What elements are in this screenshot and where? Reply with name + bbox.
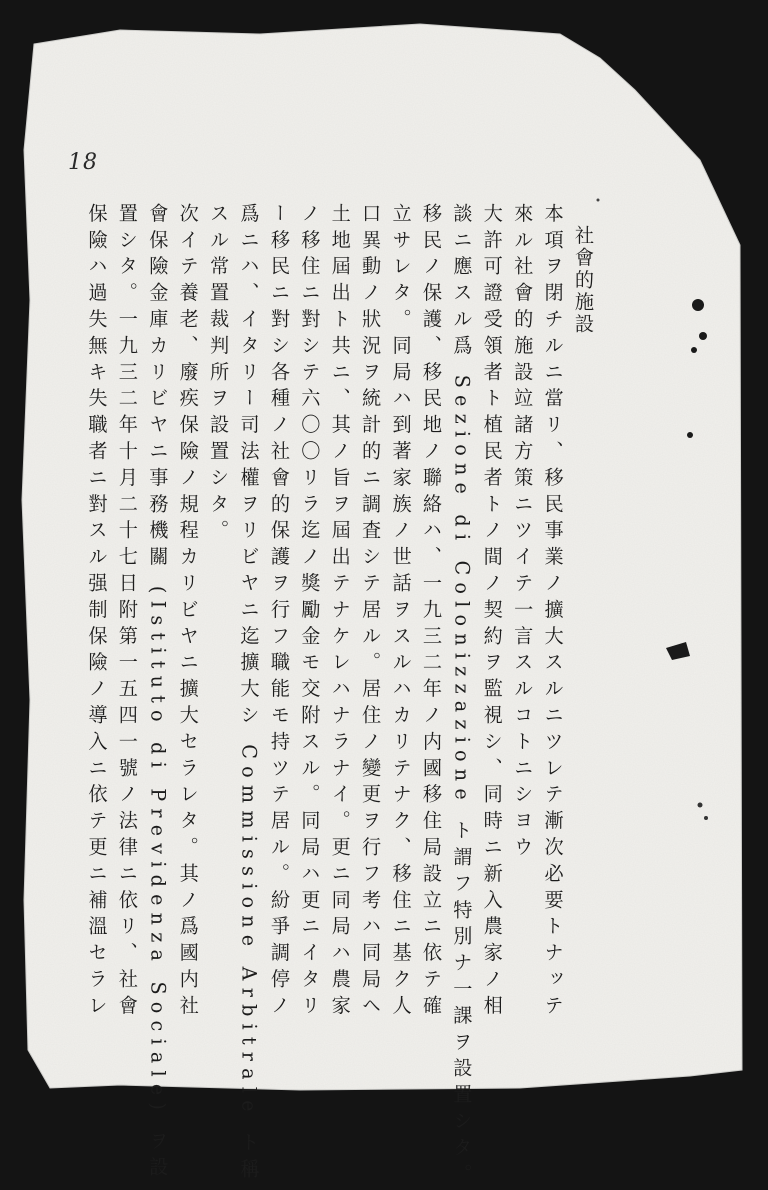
text-line: 談ニ應スル爲 Sezione di Colonizzazione ト謂フ特別ナ一課ヲ設置シタ。 — [450, 203, 474, 1190]
text-line: 會保險金庫カリビヤニ事務機關 (Istituto di Previdenza Sociale) ヲ設 — [146, 203, 170, 1184]
text-line: 移民ノ保護、移民地ノ聯絡ハ、一九三二年ノ内國移住局設立ニ依テ確 — [419, 203, 443, 1022]
text-line: 口異動ノ狀況ヲ統計的ニ調査シテ居ル。居住ノ變更ヲ行フ考ハ同局ヘ — [359, 203, 383, 1022]
text-line: ー移民ニ對シ各種ノ社會的保護ヲ行フ職能モ持ツテ居ル。紛爭調停ノ — [267, 203, 291, 1022]
page-number: 18 — [68, 150, 98, 175]
vertical-text-block — [81, 203, 598, 1190]
text-line: ノ移住ニ對シテ六〇〇リラ迄ノ獎勵金モ交附スル。同局ハ更ニイタリ — [298, 203, 322, 1022]
text-line: 大許可證受領者ト植民者トノ間ノ契約ヲ監視シ、同時ニ新入農家ノ相 — [480, 203, 504, 1022]
section-heading: 社會的施設 — [572, 225, 595, 336]
text-line: 土地屆出ト共ニ、其ノ旨ヲ屆出テナケレハナラナイ。更ニ同局ハ農家 — [328, 203, 352, 1022]
text-line: 來ル社會的施設竝諸方策ニツイテ一言スルコトニシヨウ — [511, 203, 535, 863]
text-line: 爲ニハ、イタリー司法權ヲリビヤニ迄擴大シ Commissione Arbitrale ト稱 — [237, 203, 261, 1185]
text-line: 置シタ。一九三二年十月二十七日附第一五四一號ノ法律ニ依リ、社會 — [115, 203, 139, 1022]
text-line: 次イテ養老、廢疾保險ノ規程カリビヤニ擴大セラレタ。其ノ爲國内社 — [176, 203, 200, 1022]
text-line: 保險ハ過失無キ失職者ニ對スル强制保險ノ導入ニ依テ更ニ補溫セラレ — [85, 203, 109, 1022]
text-line: 立サレタ。同局ハ到著家族ノ世話ヲスルハカリテナク、移住ニ基ク人 — [389, 203, 413, 1022]
text-line: スル常置裁判所ヲ設置シタ。 — [207, 203, 231, 547]
text-line: 本項ヲ閉チルニ當リ、移民事業ノ擴大スルニツレテ漸次必要トナッテ — [541, 203, 565, 1022]
